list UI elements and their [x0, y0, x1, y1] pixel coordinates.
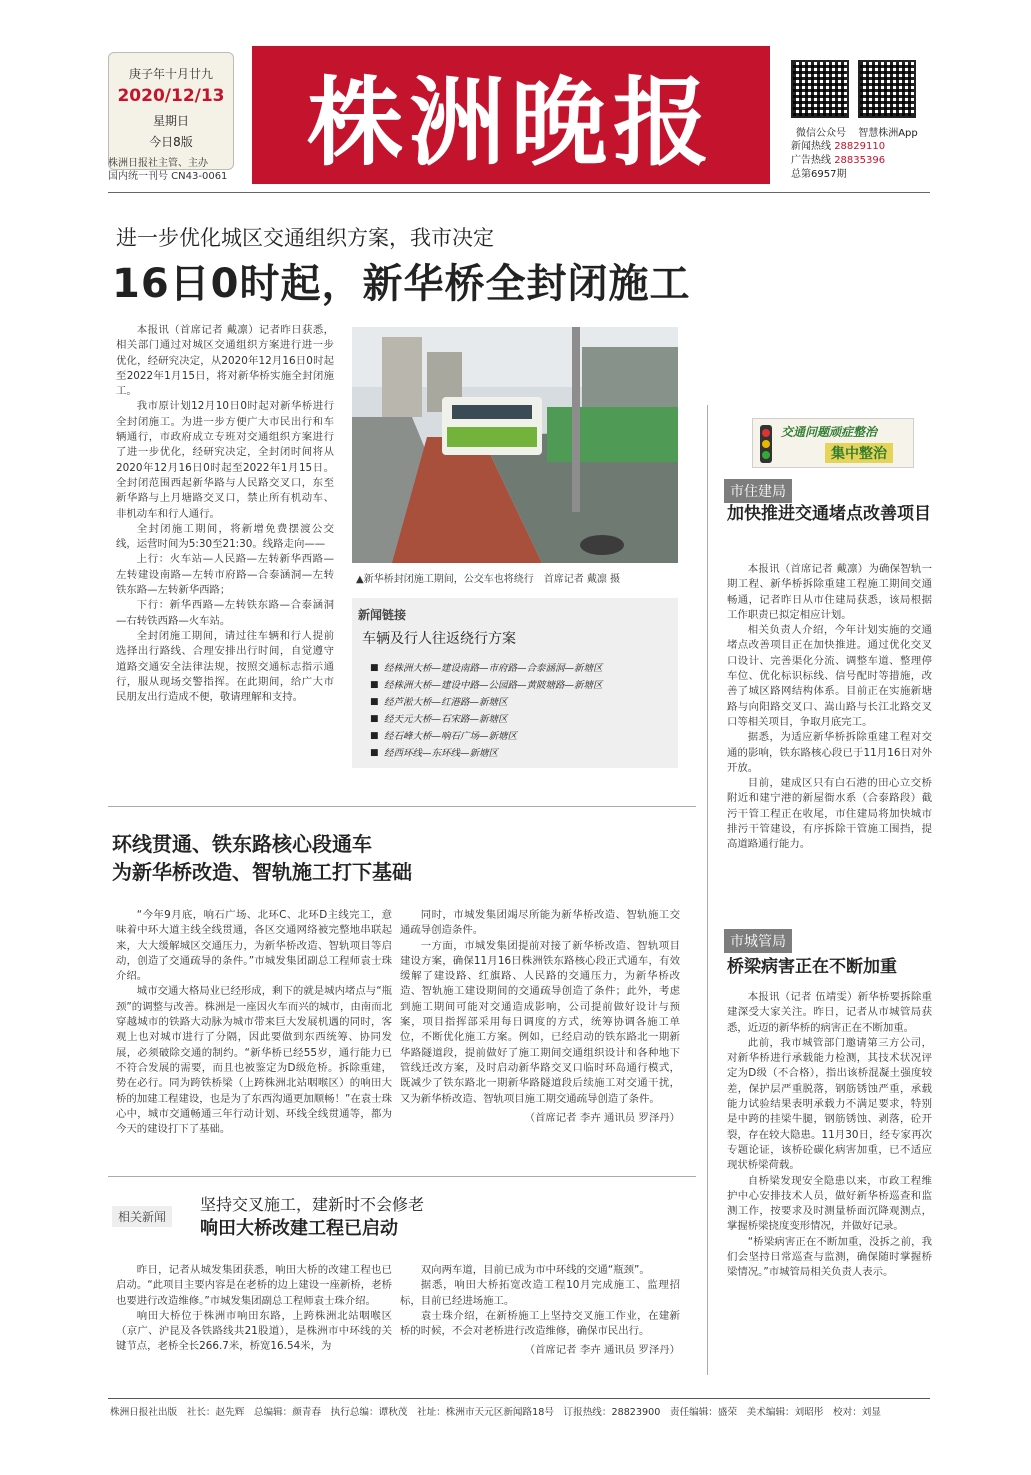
- story2-col2: [400, 908, 680, 1126]
- route-item: ■ 经石峰大桥—响石广场—新塘区: [370, 728, 670, 745]
- masthead-title: 株洲晚报: [307, 65, 715, 179]
- paragraph: 目前，建成区只有白石港的田心立交桥附近和建宁港的新屋衙水系（合泰路段）截污干管工程正在收尾，市住建局将加快城市排污干管建设，有序拆除干管施工围挡，提高道路通行能力。: [727, 777, 932, 851]
- related-byline: （首席记者 李卉 通讯员 罗泽丹）: [524, 1344, 680, 1357]
- related-col1: [116, 1263, 392, 1355]
- publisher-line: 株洲日报社主管、主办: [108, 158, 208, 169]
- paragraph: 响田大桥位于株洲市响田东路，上跨株洲北站咽喉区（京广、沪昆及各铁路线共21股道），是株洲市中环线的关键节点，老桥全长266.7米，桥宽16.54米，为: [116, 1309, 392, 1353]
- story2-headline-line1: 环线贯通、铁东路核心段通车: [112, 832, 372, 856]
- header-divider: [108, 192, 930, 193]
- route-item: ■ 经西环线—东环线—新塘区: [370, 745, 670, 762]
- lead-paragraph: 全封闭施工期间，将新增免费摆渡公交线，运营时间为5:30至21:30。线路走向——: [116, 522, 334, 551]
- paragraph: 城市交通大格局业已经形成，剩下的就是城内堵点与“瓶颈”的调整与改善。株洲是一座因火车而兴的城市，由南而北穿越城市的铁路大动脉为城市带来巨大发展机遇的同时，客观上也对城市进行了分隔，因此要做到东西统筹、协同发展，必须破除交通的制约。“新华桥已经55岁，通行能力已不符合发展的需要，而且也被鉴定为D级危桥。拆除重建，势在必行。同为跨铁桥梁（上跨株洲北站咽喉区）的响田大桥的加建工程建设，也是为了东西沟通更加顺畅！”在袁士珠心中，城市交通畅通三年行动计划、环线全线贯通等，都为今天的建设打下了基础。: [116, 985, 392, 1136]
- route-item: ■ 经芦淞大桥—红港路—新塘区: [370, 694, 670, 711]
- campaign-banner: [752, 418, 914, 468]
- paragraph: 同时，市城发集团竭尽所能为新华桥改造、智轨施工交通疏导创造条件。: [400, 909, 680, 937]
- masthead: [252, 46, 770, 184]
- wechat-qr-icon: [791, 60, 849, 118]
- lead-paragraph: 我市原计划12月10日0时起对新华桥进行全封闭施工。为进一步方便广大市民出行和车辆通行，市政府成立专班对交通组织方案进行了进一步优化，经研究决定，全封闭时间将从2020年12月16日0时起至2022年1月15日。全封闭范围西起新华路与人民路交叉口，东至新华路与上月塘路交叉口，禁止所有机动车、非机动车和行人通行。: [116, 400, 334, 520]
- sidebar-story2-body: [727, 990, 932, 1281]
- related-headline-line1: 坚持交叉施工，建新时不会修老: [200, 1195, 425, 1214]
- edition-count: 今日8版: [149, 135, 193, 149]
- paragraph: 此前，我市城管部门邀请第三方公司，对新华桥进行承载能力检测，其技术状况评定为D级（不合格），指出该桥混凝土强度较差，保护层严重脱落，钢筋锈蚀严重，承载能力试验结果表明承载力不满足要求，特别是中跨的挂梁牛腿，钢筋锈蚀、剥落，砼开裂，存在较大隐患。11月30日，经专家再次专题论证，该桥砼碳化病害加重，已不适应现状桥梁荷载。: [727, 1036, 932, 1172]
- lead-headline: 16日0时起，新华桥全封闭施工: [112, 261, 691, 307]
- story2-divider: [108, 806, 696, 807]
- related-col2: [400, 1263, 680, 1359]
- story2-headline: [112, 830, 412, 886]
- paragraph: 一方面，市城发集团提前对接了新华桥改造、智轨项目建设方案，确保11月16日株洲铁东路核心段正式通车，有效缓解了建设路、红旗路、人民路的交通压力，为新华桥改造、智轨施工建设期间的交通疏导创造了条件；此外，考虑到施工期间可能对交通造成影响，公司提前做好设计与预案，项目指挥部采用每日调度的方式，统筹协调各施工单位，不断优化施工方案。例如，已经启动的铁东路北一期新华路隧道段，提前做好了施工期间交通组织设计和各种地下管线迁改方案，及时启动新华路交叉口临时环岛通行模式，既减少了铁东路北一期新华路隧道段后续施工对交通干扰，又为新华桥改造、智轨项目施工期交通疏导创造了条件。: [400, 939, 680, 1105]
- qr-label-wechat: 微信公众号: [796, 128, 846, 139]
- traffic-light-icon: [759, 425, 773, 463]
- ad-hotline-label: 广告热线: [791, 155, 831, 166]
- route-item: ■ 经天元大桥—石宋路—新塘区: [370, 711, 670, 728]
- footer-imprint: 株洲日报社出版 社长：赵先辉 总编辑：颜青春 执行总编：谭秋茂 社址：株洲市天元区新闻路18号 订报热线：28823900 责任编辑：盛荣 美术编辑：刘昭彤 校对：刘显: [110, 1407, 881, 1418]
- news-hotline-label: 新闻热线: [791, 141, 831, 152]
- route-list: [370, 660, 670, 762]
- story2-col1: [116, 908, 392, 1137]
- campaign-line1: 交通问题顽症整治: [781, 425, 878, 439]
- paragraph: 双向两车道，目前已成为市中环线的交通“瓶颈”。: [420, 1264, 650, 1276]
- sidebar-story1-headline: 加快推进交通堵点改善项目: [727, 504, 931, 524]
- source-tag-housing: 市住建局: [724, 479, 792, 503]
- lead-paragraph: 全封闭施工期间，请过往车辆和行人提前选择出行路线、合理安排出行时间，自觉遵守道路交通安全法律法规，按照交通标志指示通行，服从现场交警指挥。在此期间，给广大市民朋友出行造成不便，敬请理解和支持。: [116, 629, 334, 704]
- bus-photo: [352, 327, 678, 563]
- issue-date: 2020/12/13: [117, 86, 225, 106]
- paragraph: 昨日，记者从城发集团获悉，响田大桥的改建工程也已启动。“此项目主要内容是在老桥的边上建设一座新桥，老桥也要进行改造维修。”市城发集团副总工程师袁士珠介绍。: [116, 1264, 392, 1307]
- source-tag-urban: 市城管局: [724, 929, 792, 953]
- hotlines: [791, 140, 885, 182]
- paragraph: 本报讯（记者 伍靖雯）新华桥要拆除重建深受大家关注。昨日，记者从市城管局获悉，近迈的新华桥的病害正在不断加重。: [727, 991, 932, 1034]
- paragraph: 据悉，为适应新华桥拆除重建工程对交通的影响，铁东路核心段已于11月16日对外开放。: [727, 731, 932, 774]
- date-box: [108, 52, 234, 170]
- campaign-line2: 集中整治: [825, 443, 893, 463]
- paragraph: 本报讯（首席记者 戴凛）为确保智轨一期工程、新华桥拆除重建工程施工期间交通畅通，记者昨日从市住建局获悉，该局根据工作职责已拟定相应计划。: [727, 563, 932, 621]
- news-link-box: [352, 598, 678, 768]
- news-link-title: 车辆及行人往返绕行方案: [362, 631, 516, 647]
- lead-body: [116, 323, 334, 705]
- lunar-date: 庚子年十月廿九: [128, 67, 213, 81]
- related-divider: [108, 1176, 696, 1177]
- sidebar-divider: [707, 405, 708, 1375]
- app-qr-icon: [858, 60, 916, 118]
- news-hotline: 28829110: [834, 141, 886, 152]
- related-tag: 相关新闻: [112, 1206, 172, 1227]
- story2-byline: （首席记者 李卉 通讯员 罗泽丹）: [524, 1111, 680, 1124]
- related-headline-line2: 响田大桥改建工程已启动: [200, 1218, 398, 1239]
- paragraph: 据悉，响田大桥拓宽改造工程10月完成施工、监理招标，目前已经进场施工。: [400, 1279, 680, 1307]
- lead-paragraph: 下行：新华西路—左转铁东路—合泰涵洞—右转铁西路—火车站。: [116, 599, 334, 627]
- lead-paragraph: 本报讯（首席记者 戴凛）记者昨日获悉，相关部门通过对城区交通组织方案进行进一步优化，经研究决定，从2020年12月16日0时起至2022年1月15日，将对新华桥实施全封闭施工。: [116, 324, 334, 398]
- publisher-info: [108, 157, 227, 183]
- route-item: ■ 经株洲大桥—建设南路—市府路—合泰涵洞—新塘区: [370, 660, 670, 677]
- paragraph: 相关负责人介绍，今年计划实施的交通堵点改善项目正在加快推进。通过优化交叉口设计、完善渠化分流、调整车道、整理停车位、优化标识标线、信号配时等措施，改善了城区路网结构体系。目前正在实施新塘路与向阳路交叉口、嵩山路与长江北路交叉口等相关项目，争取月底完工。: [727, 624, 932, 728]
- lead-paragraph: 上行：火车站—人民路—左转新华西路—左转建设南路—左转市府路—合泰涵洞—左转铁东路—左转新华西路；: [116, 553, 334, 597]
- ad-hotline: 28835396: [834, 155, 886, 166]
- paragraph: 自桥梁发现安全隐患以来，市政工程维护中心安排技术人员，做好新华桥巡查和监测工作，按要求及时测量桥面沉降观测点，掌握桥梁挠度变形情况，并做好记录。: [727, 1174, 932, 1233]
- paragraph: 袁士珠介绍，在新桥施工上坚持交叉施工作业，在建新桥的时候，不会对老桥进行改造维修，确保市民出行。: [400, 1309, 680, 1338]
- sidebar-story1-body: [727, 562, 932, 853]
- route-item: ■ 经株洲大桥—建设中路—公园路—黄陂塘路—新塘区: [370, 677, 670, 694]
- story2-headline-line2: 为新华桥改造、智轨施工打下基础: [112, 860, 412, 884]
- cn-number: 国内统一刊号 CN43-0061: [108, 171, 228, 182]
- footer-divider: [108, 1398, 930, 1399]
- weekday: 星期日: [152, 114, 189, 128]
- news-link-tag: 新闻链接: [358, 608, 407, 622]
- related-headline: [200, 1193, 424, 1241]
- sidebar-story2-headline: 桥梁病害正在不断加重: [727, 957, 897, 977]
- paragraph: “今年9月底，响石广场、北环C、北环D主线完工，意味着中环大道主线全线贯通，各区交通网络被完整地串联起来，大大缓解城区交通压力，为新华桥改造、智轨项目等启动，创造了交通疏导的条件。”市城发集团副总工程师袁士珠介绍。: [116, 909, 392, 983]
- qr-label-app: 智慧株洲App: [858, 128, 918, 139]
- paragraph: “桥梁病害正在不断加重，没拆之前，我们会坚持日常巡查与监测，确保随时掌握桥梁情况。”市城管局相关负责人表示。: [727, 1235, 932, 1279]
- lead-kicker: 进一步优化城区交通组织方案，我市决定: [116, 226, 494, 250]
- issue-number: 总第6957期: [791, 169, 847, 180]
- photo-caption: ▲新华桥封闭施工期间，公交车也将绕行 首席记者 戴凛 摄: [356, 574, 621, 585]
